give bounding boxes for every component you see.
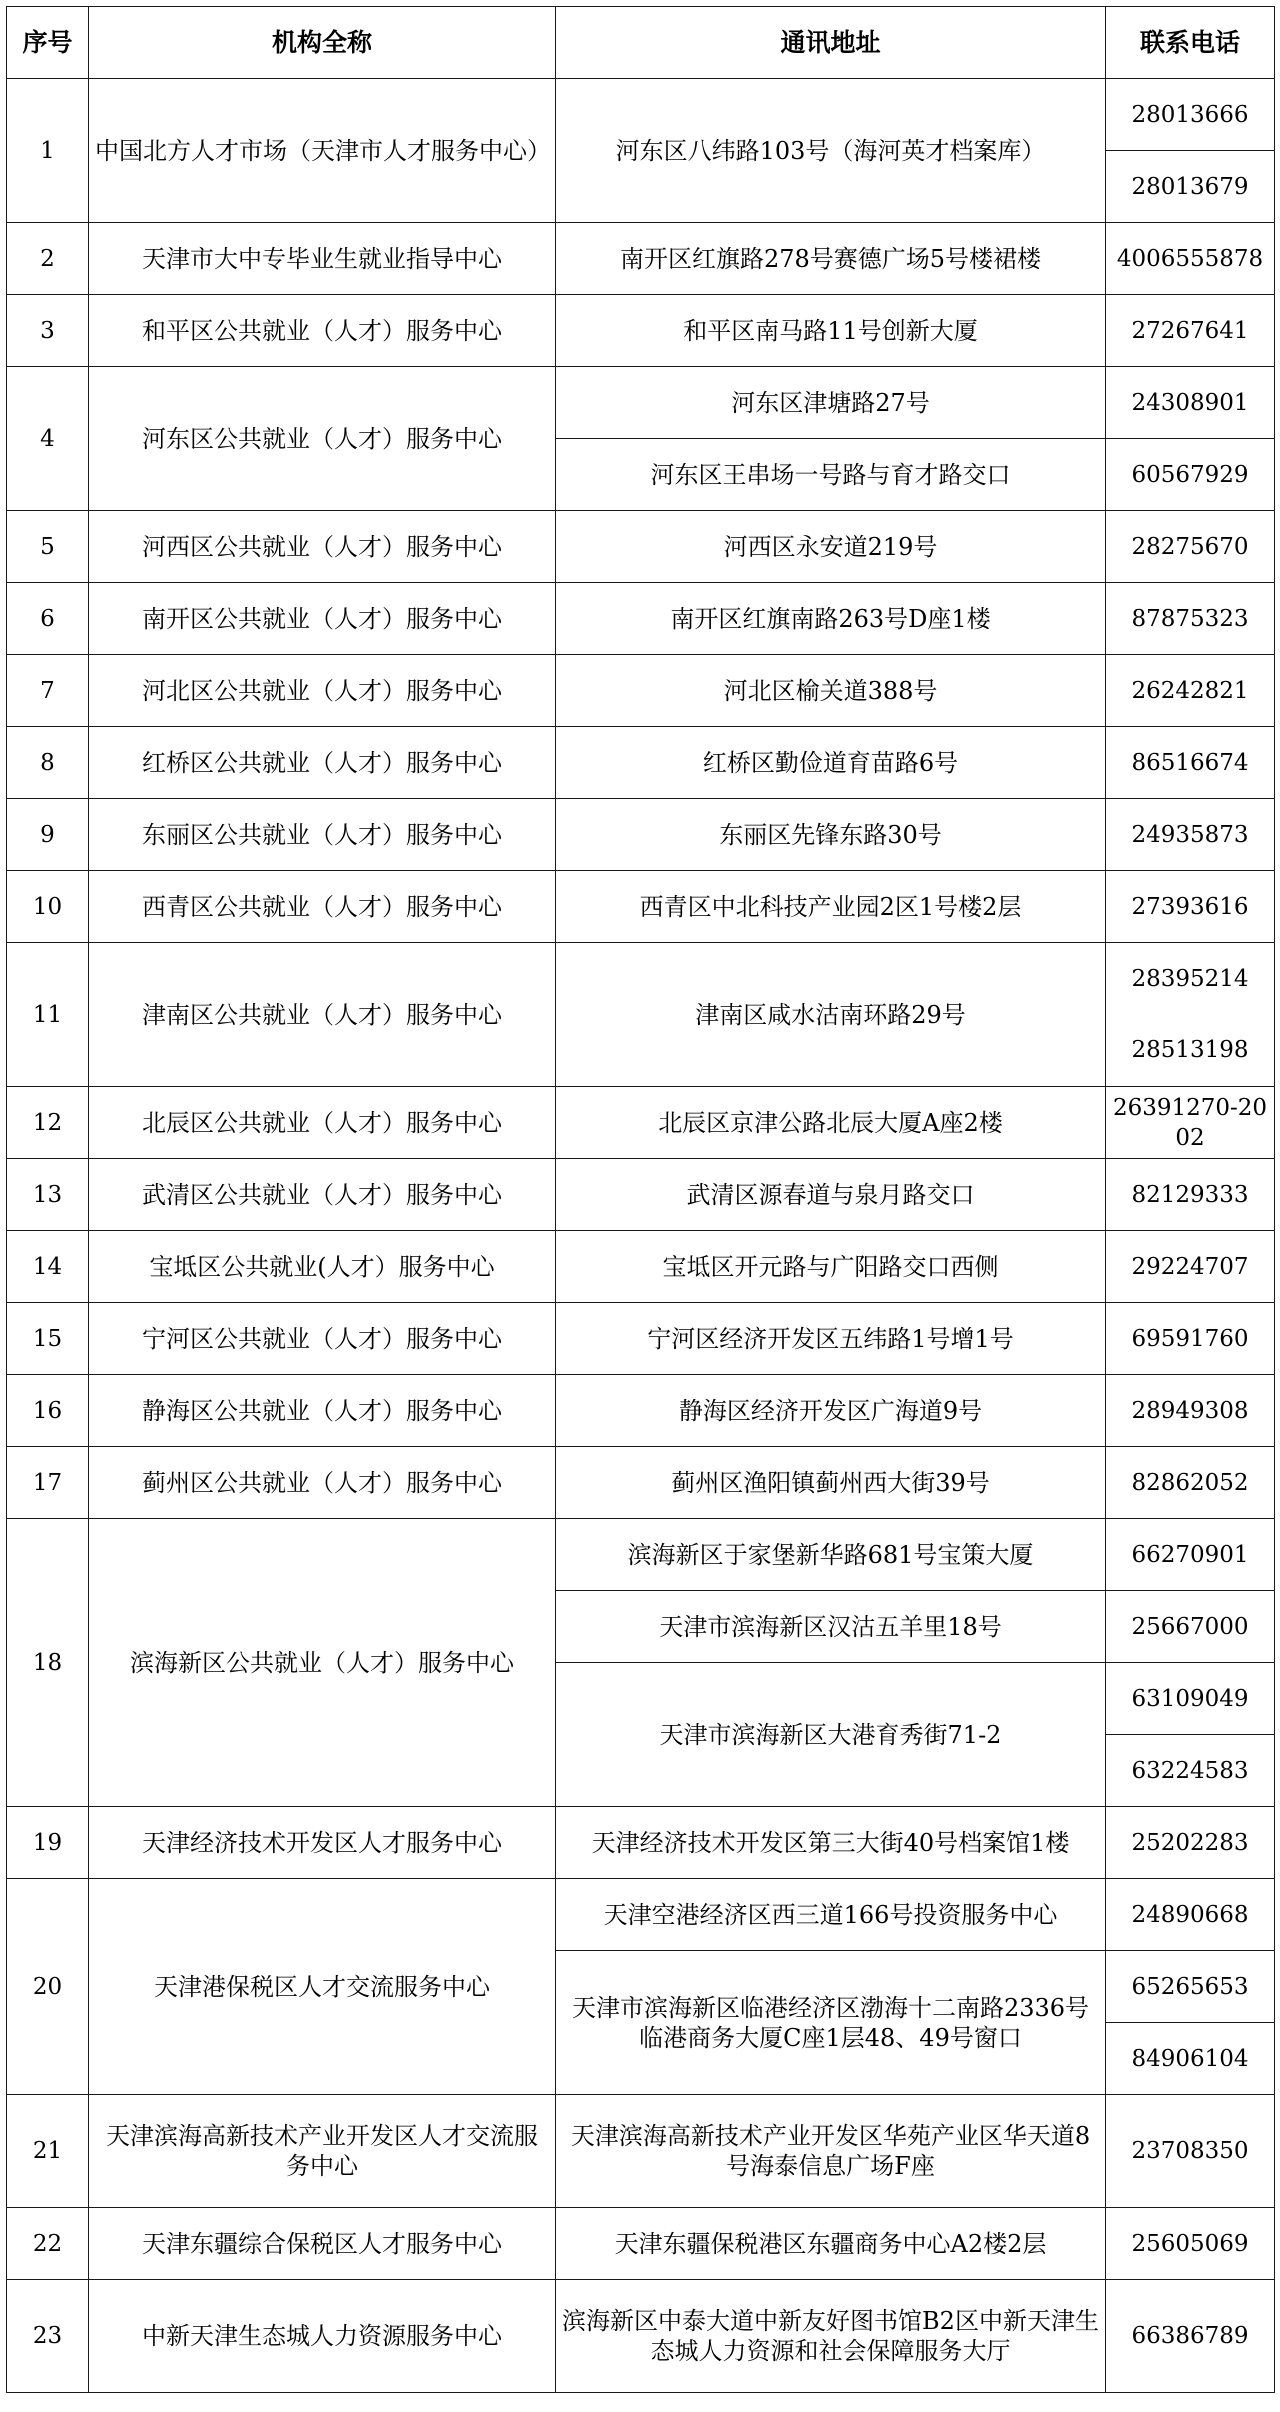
- row-name: 和平区公共就业（人才）服务中心: [89, 295, 556, 367]
- table-row: [7, 1807, 1275, 1879]
- header-address: 通讯地址: [556, 7, 1106, 79]
- header-phone: 联系电话: [1106, 7, 1275, 79]
- row-address: 天津市滨海新区汉沽五羊里18号: [556, 1591, 1106, 1663]
- row-address: 天津市滨海新区大港育秀街71-2: [556, 1663, 1106, 1807]
- row-no: 21: [7, 2095, 89, 2208]
- table-row: [7, 2208, 1275, 2280]
- table-row: [7, 943, 1275, 1015]
- institution-table: [6, 6, 1275, 2393]
- row-phone: 66386789: [1106, 2280, 1275, 2393]
- row-no: 20: [7, 1879, 89, 2095]
- row-phone: 69591760: [1106, 1303, 1275, 1375]
- row-phone: 24935873: [1106, 799, 1275, 871]
- row-phone: 25202283: [1106, 1807, 1275, 1879]
- row-name: 中国北方人才市场（天津市人才服务中心）: [89, 79, 556, 223]
- row-name: 宝坻区公共就业(人才）服务中心: [89, 1231, 556, 1303]
- row-no: 14: [7, 1231, 89, 1303]
- table-row: [7, 1447, 1275, 1519]
- row-phone: 24308901: [1106, 367, 1275, 439]
- row-no: 5: [7, 511, 89, 583]
- row-address: 河北区榆关道388号: [556, 655, 1106, 727]
- row-address: 东丽区先锋东路30号: [556, 799, 1106, 871]
- row-name: 天津市大中专毕业生就业指导中心: [89, 223, 556, 295]
- row-phone: 26391270-2002: [1106, 1087, 1275, 1159]
- row-no: 22: [7, 2208, 89, 2280]
- row-phone: 28949308: [1106, 1375, 1275, 1447]
- row-no: 4: [7, 367, 89, 511]
- table-row: [7, 295, 1275, 367]
- row-no: 9: [7, 799, 89, 871]
- row-phone: 28513198: [1106, 1015, 1275, 1087]
- row-name: 红桥区公共就业（人才）服务中心: [89, 727, 556, 799]
- row-no: 13: [7, 1159, 89, 1231]
- table-row: [7, 871, 1275, 943]
- row-address: 红桥区勤俭道育苗路6号: [556, 727, 1106, 799]
- row-phone: 28275670: [1106, 511, 1275, 583]
- row-address: 南开区红旗路278号赛德广场5号楼裙楼: [556, 223, 1106, 295]
- table-row: [7, 223, 1275, 295]
- row-name: 静海区公共就业（人才）服务中心: [89, 1375, 556, 1447]
- row-phone: 28013666: [1106, 79, 1275, 151]
- table-row: [7, 1879, 1275, 1951]
- row-phone: 60567929: [1106, 439, 1275, 511]
- row-no: 6: [7, 583, 89, 655]
- row-name: 中新天津生态城人力资源服务中心: [89, 2280, 556, 2393]
- row-name: 蓟州区公共就业（人才）服务中心: [89, 1447, 556, 1519]
- row-address: 静海区经济开发区广海道9号: [556, 1375, 1106, 1447]
- row-address: 天津东疆保税港区东疆商务中心A2楼2层: [556, 2208, 1106, 2280]
- row-phone: 65265653: [1106, 1951, 1275, 2023]
- row-address: 蓟州区渔阳镇蓟州西大街39号: [556, 1447, 1106, 1519]
- row-no: 18: [7, 1519, 89, 1807]
- row-phone: 4006555878: [1106, 223, 1275, 295]
- table-header-row: [7, 7, 1275, 79]
- row-address: 滨海新区中泰大道中新友好图书馆B2区中新天津生态城人力资源和社会保障服务大厅: [556, 2280, 1106, 2393]
- row-no: 16: [7, 1375, 89, 1447]
- row-phone: 27393616: [1106, 871, 1275, 943]
- row-name: 河北区公共就业（人才）服务中心: [89, 655, 556, 727]
- row-address: 武清区源春道与泉月路交口: [556, 1159, 1106, 1231]
- row-name: 河东区公共就业（人才）服务中心: [89, 367, 556, 511]
- row-phone: 82862052: [1106, 1447, 1275, 1519]
- row-name: 武清区公共就业（人才）服务中心: [89, 1159, 556, 1231]
- row-name: 宁河区公共就业（人才）服务中心: [89, 1303, 556, 1375]
- row-address: 天津滨海高新技术产业开发区华苑产业区华天道8号海泰信息广场F座: [556, 2095, 1106, 2208]
- row-address: 宝坻区开元路与广阳路交口西侧: [556, 1231, 1106, 1303]
- row-phone: 87875323: [1106, 583, 1275, 655]
- row-phone: 82129333: [1106, 1159, 1275, 1231]
- row-phone: 63109049: [1106, 1663, 1275, 1735]
- table-row: [7, 583, 1275, 655]
- table-row: [7, 2280, 1275, 2393]
- row-no: 11: [7, 943, 89, 1087]
- table-row: [7, 79, 1275, 151]
- row-no: 15: [7, 1303, 89, 1375]
- row-phone: 28395214: [1106, 943, 1275, 1015]
- table-row: [7, 1519, 1275, 1591]
- row-address: 南开区红旗南路263号D座1楼: [556, 583, 1106, 655]
- row-no: 12: [7, 1087, 89, 1159]
- row-name: 天津滨海高新技术产业开发区人才交流服务中心: [89, 2095, 556, 2208]
- row-address: 和平区南马路11号创新大厦: [556, 295, 1106, 367]
- row-no: 23: [7, 2280, 89, 2393]
- row-phone: 24890668: [1106, 1879, 1275, 1951]
- row-name: 北辰区公共就业（人才）服务中心: [89, 1087, 556, 1159]
- row-phone: 28013679: [1106, 151, 1275, 223]
- row-no: 19: [7, 1807, 89, 1879]
- row-phone: 25605069: [1106, 2208, 1275, 2280]
- table-row: [7, 1087, 1275, 1159]
- row-phone: 27267641: [1106, 295, 1275, 367]
- row-no: 10: [7, 871, 89, 943]
- row-phone: 66270901: [1106, 1519, 1275, 1591]
- header-name: 机构全称: [89, 7, 556, 79]
- row-address: 西青区中北科技产业园2区1号楼2层: [556, 871, 1106, 943]
- row-name: 滨海新区公共就业（人才）服务中心: [89, 1519, 556, 1807]
- row-name: 西青区公共就业（人才）服务中心: [89, 871, 556, 943]
- row-no: 2: [7, 223, 89, 295]
- row-name: 津南区公共就业（人才）服务中心: [89, 943, 556, 1087]
- table-row: [7, 727, 1275, 799]
- row-name: 天津东疆综合保税区人才服务中心: [89, 2208, 556, 2280]
- table-row: [7, 655, 1275, 727]
- row-name: 东丽区公共就业（人才）服务中心: [89, 799, 556, 871]
- row-phone: 63224583: [1106, 1735, 1275, 1807]
- row-name: 南开区公共就业（人才）服务中心: [89, 583, 556, 655]
- row-no: 7: [7, 655, 89, 727]
- row-address: 天津经济技术开发区第三大街40号档案馆1楼: [556, 1807, 1106, 1879]
- row-phone: 29224707: [1106, 1231, 1275, 1303]
- row-name: 天津经济技术开发区人才服务中心: [89, 1807, 556, 1879]
- row-address: 河东区八纬路103号（海河英才档案库）: [556, 79, 1106, 223]
- table-row: [7, 1159, 1275, 1231]
- row-address: 河东区津塘路27号: [556, 367, 1106, 439]
- table-row: [7, 799, 1275, 871]
- row-phone: 23708350: [1106, 2095, 1275, 2208]
- row-phone: 84906104: [1106, 2023, 1275, 2095]
- table-row: [7, 511, 1275, 583]
- row-address: 天津市滨海新区临港经济区渤海十二南路2336号临港商务大厦C座1层48、49号窗口: [556, 1951, 1106, 2095]
- row-address: 河西区永安道219号: [556, 511, 1106, 583]
- row-no: 3: [7, 295, 89, 367]
- table-row: [7, 1231, 1275, 1303]
- table-row: [7, 2095, 1275, 2208]
- table-row: [7, 1375, 1275, 1447]
- row-name: 河西区公共就业（人才）服务中心: [89, 511, 556, 583]
- row-name: 天津港保税区人才交流服务中心: [89, 1879, 556, 2095]
- row-address: 北辰区京津公路北辰大厦A座2楼: [556, 1087, 1106, 1159]
- row-phone: 26242821: [1106, 655, 1275, 727]
- table-row: [7, 1303, 1275, 1375]
- table-row: [7, 367, 1275, 439]
- row-no: 1: [7, 79, 89, 223]
- row-address: 滨海新区于家堡新华路681号宝策大厦: [556, 1519, 1106, 1591]
- row-phone: 86516674: [1106, 727, 1275, 799]
- row-address: 河东区王串场一号路与育才路交口: [556, 439, 1106, 511]
- row-address: 津南区咸水沽南环路29号: [556, 943, 1106, 1087]
- header-no: 序号: [7, 7, 89, 79]
- row-no: 8: [7, 727, 89, 799]
- row-address: 宁河区经济开发区五纬路1号增1号: [556, 1303, 1106, 1375]
- row-address: 天津空港经济区西三道166号投资服务中心: [556, 1879, 1106, 1951]
- row-phone: 25667000: [1106, 1591, 1275, 1663]
- row-no: 17: [7, 1447, 89, 1519]
